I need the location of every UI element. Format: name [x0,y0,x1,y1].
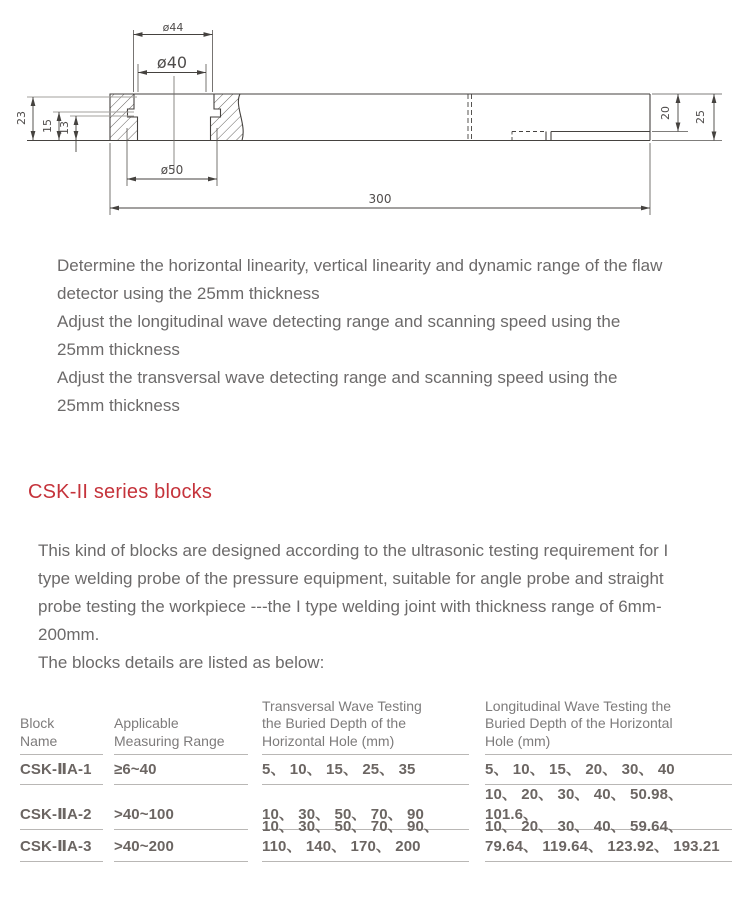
header-line: Buried Depth of the Horizontal [485,715,673,731]
plate-outline [27,94,650,141]
dim-label-d50: ø50 [160,163,184,177]
table-row [20,813,732,862]
usage-item: Adjust the transversal wave detecting range and scanning speed using the 25mm thickness [57,368,618,415]
dim-label-23: 23 [15,111,28,125]
usage-item: Determine the horizontal linearity, vertical linearity and dynamic range of the flaw detector using the 25mm thickness [57,256,663,303]
header-line: Hole (mm) [485,732,551,749]
cell-longitudinal: 10、 20、 30、 40、 50.98、 101.6、 [485,785,732,830]
cell-longitudinal: 10、 20、 30、 40、 59.64、 79.64、 119.64、 123.92、 193.21 [485,813,732,862]
cell-measuring-range: >40~100 [114,785,248,830]
cell-transversal: 10、 30、 50、 70、 90、 110、 140、 170、 200 [262,813,469,862]
header-line: Measuring Range [114,732,225,749]
header-measuring-range [114,694,248,755]
blocks-table [20,694,732,862]
cell-longitudinal: 5、 10、 15、 20、 30、 40 [485,755,732,785]
cell-measuring-range: >40~200 [114,813,248,862]
cell-block-name: CSK-ⅡA-2 [20,785,103,830]
table-row [20,785,732,823]
dim-label-13: 13 [58,121,71,135]
header-line: Horizontal Hole (mm) [262,732,395,749]
cell-transversal: 10、 30、 50、 70、 90 [262,785,469,830]
table-header-row [20,694,732,755]
dim-label-15: 15 [41,119,54,133]
cell-measuring-range: ≥6~40 [114,755,248,785]
header-line: the Buried Depth of the [262,715,406,731]
header-transversal [262,694,469,755]
dim-label-20: 20 [659,106,672,120]
hidden-lines [468,94,546,141]
header-longitudinal [485,694,732,755]
section-heading: CSK-II series blocks [28,481,213,503]
header-line: Transversal Wave Testing [262,697,422,714]
dim-label-25: 25 [694,110,707,124]
cell-transversal: 5、 10、 15、 25、 35 [262,755,469,785]
cell-block-name: CSK-ⅡA-3 [20,813,103,862]
table-row [20,755,732,785]
section-intro [38,537,686,677]
header-line: Name [20,732,58,749]
cell-block-name: CSK-ⅡA-1 [20,755,103,785]
header-line: Longitudinal Wave Testing the [485,697,672,714]
dim-label-d40: ø40 [156,53,188,72]
header-line: Applicable [114,715,179,731]
technical-drawing [0,0,750,240]
usage-notes [57,252,669,420]
dim-label-d44: ø44 [162,21,184,34]
intro-paragraph: This kind of blocks are designed according to the ultrasonic testing requirement for I type welding probe of the pressure equipment, suitable for angle probe and straight probe testing the workpiece ---the I type welding joint with thickness range of 6mm-200mm. [38,541,669,644]
extension-lines [110,30,722,215]
header-block-name [20,694,103,755]
usage-item: Adjust the longitudinal wave detecting range and scanning speed using the 25mm thickness [57,312,621,359]
dim-label-length: 300 [368,192,392,206]
intro-lead-in: The blocks details are listed as below: [38,653,325,672]
header-line: Block [20,715,55,731]
